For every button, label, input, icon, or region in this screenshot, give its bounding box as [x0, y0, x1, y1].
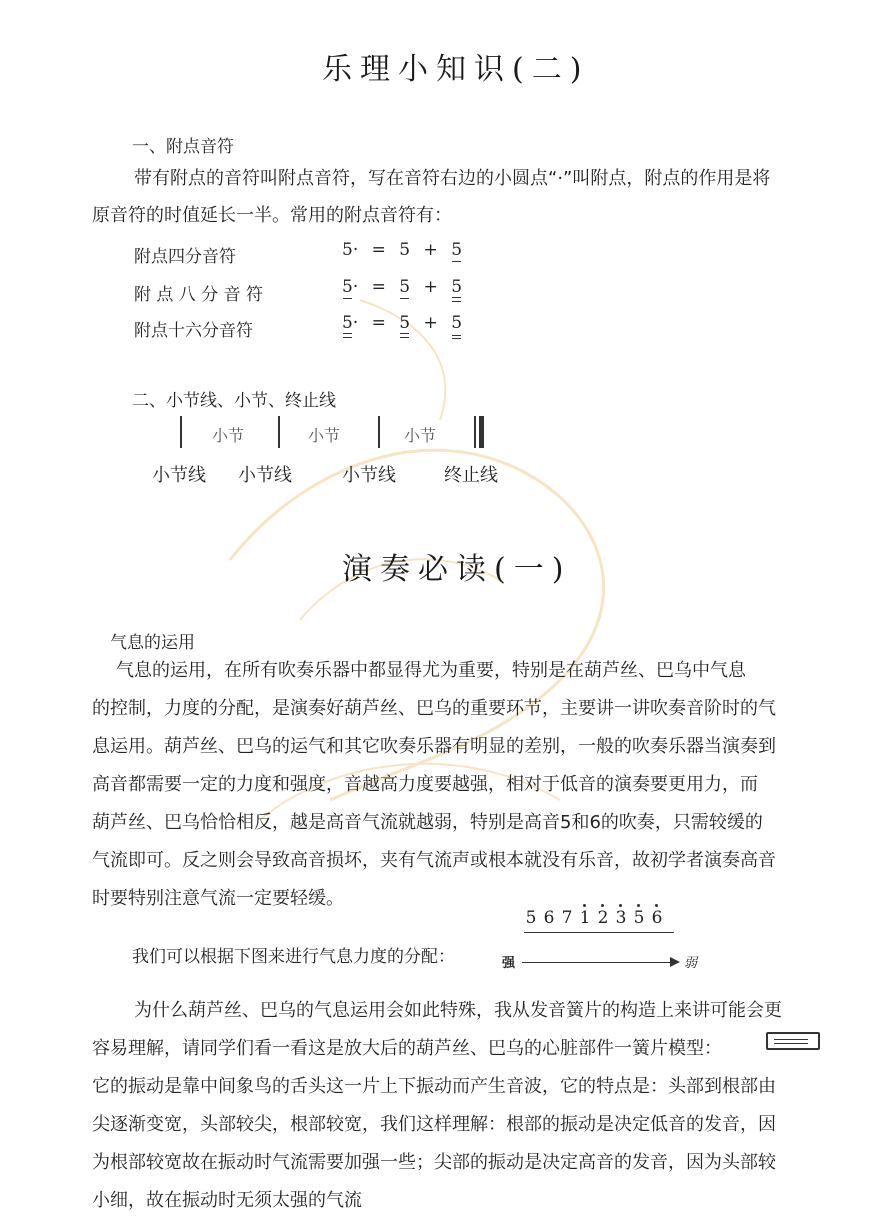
plus: +	[423, 277, 438, 297]
dot: ·	[352, 277, 359, 297]
high-octave-dot	[637, 904, 640, 907]
note: 5	[342, 240, 353, 260]
equals: =	[371, 313, 386, 333]
note: 5	[399, 277, 411, 297]
note: 5	[399, 313, 411, 333]
scale-note: 5	[630, 908, 648, 928]
equals: =	[371, 277, 386, 297]
breath-paragraph-line: 气息的运用，在所有吹奏乐器中都显得尤为重要，特别是在葫芦丝、巴乌中气息	[116, 660, 746, 681]
barline-label: 小节线	[342, 465, 396, 486]
final-barline-label: 终止线	[444, 465, 498, 486]
high-octave-dot	[583, 904, 586, 907]
strength-arrow-line	[522, 962, 672, 963]
section-title-performance: 演奏必读(一)	[342, 552, 572, 587]
final-barline-thin	[474, 416, 476, 448]
note: 5	[451, 240, 463, 260]
dotted-sixteenth-formula	[342, 313, 462, 333]
barline-symbol	[278, 416, 280, 448]
section-title-music-theory: 乐理小知识(二)	[322, 52, 590, 87]
barline-symbol	[378, 416, 380, 448]
dotted-notes-heading: 一、附点音符	[132, 137, 234, 157]
scale-notes	[522, 908, 666, 928]
reed-model-icon	[766, 1032, 820, 1050]
dotted-quarter-label: 附点四分音符	[134, 247, 236, 267]
scale-underline	[524, 932, 674, 933]
breath-paragraph-line: 息运用。葫芦丝、巴乌的运气和其它吹奏乐器有明显的差别，一般的吹奏乐器当演奏到	[92, 736, 776, 757]
breath-paragraph-line: 高音都需要一定的力度和强度，音越高力度要越强，相对于低音的演奏要更用力，而	[92, 774, 758, 795]
strong-label: 强	[502, 956, 516, 971]
barline-label: 小节线	[152, 465, 206, 486]
note: 5	[342, 313, 353, 333]
distribution-text: 我们可以根据下图来进行气息力度的分配：	[132, 947, 455, 967]
dotted-notes-paragraph-line: 原音符的时值延长一半。常用的附点音符有：	[92, 205, 452, 226]
scale-note: 2	[594, 908, 612, 928]
weak-label: 弱	[684, 956, 698, 971]
dot: ·	[352, 240, 359, 260]
note: 5	[451, 277, 463, 297]
barlines-heading: 二、小节线、小节、终止线	[132, 391, 336, 411]
reed-paragraph-line: 它的振动是靠中间象鸟的舌头这一片上下振动而产生音波，它的特点是：头部到根部由	[92, 1076, 776, 1097]
dotted-eighth-formula	[342, 277, 462, 297]
dotted-notes-paragraph-line: 带有附点的音符叫附点音符，写在音符右边的小圆点“·”叫附点，附点的作用是将	[134, 168, 771, 189]
scale-note: 6	[543, 908, 555, 928]
equals: =	[371, 240, 386, 260]
note: 5	[399, 240, 411, 260]
reed-paragraph-line: 为什么葫芦丝、巴乌的气息运用会如此特殊，我从发音簧片的构造上来讲可能会更	[134, 1000, 782, 1021]
high-octave-dot	[619, 904, 622, 907]
breath-subheading: 气息的运用	[110, 633, 195, 653]
scale-diagram	[500, 900, 710, 976]
breath-paragraph-line: 气流即可。反之则会导致高音损坏，夹有气流声或根本就没有乐音，故初学者演奏高音	[92, 850, 776, 871]
plus: +	[423, 240, 438, 260]
high-octave-dot	[655, 904, 658, 907]
measure-label: 小节	[404, 426, 437, 445]
barline-label: 小节线	[238, 465, 292, 486]
dotted-quarter-formula	[342, 240, 462, 260]
breath-paragraph-line: 的控制，力度的分配，是演奏好葫芦丝、巴乌的重要环节，主要讲一讲吹奏音阶时的气	[92, 698, 776, 719]
breath-paragraph-line: 时要特别注意气流一定要轻缓。	[92, 888, 344, 909]
note: 5	[451, 313, 463, 333]
high-octave-dot	[601, 904, 604, 907]
note: 5	[342, 277, 353, 297]
scale-note: 3	[612, 908, 630, 928]
reed-paragraph-line: 为根部较宽故在振动时气流需要加强一些；尖部的振动是决定高音的发音，因为头部较	[92, 1152, 776, 1173]
scale-note: 7	[561, 908, 573, 928]
dot: ·	[352, 313, 359, 333]
measure-label: 小节	[212, 426, 245, 445]
scale-note: 5	[525, 908, 537, 928]
barline-symbol	[180, 416, 182, 448]
scale-note: 6	[648, 908, 666, 928]
reed-paragraph-line: 尖逐渐变宽，头部较尖，根部较宽，我们这样理解：根部的振动是决定低音的发音，因	[92, 1114, 776, 1135]
reed-paragraph-line: 容易理解，请同学们看一看这是放大后的葫芦丝、巴乌的心脏部件一簧片模型：	[92, 1038, 722, 1059]
dotted-eighth-label: 附 点 八 分 音 符	[134, 285, 264, 305]
plus: +	[423, 313, 438, 333]
arrow-head-icon	[670, 957, 680, 967]
dotted-sixteenth-label: 附点十六分音符	[134, 321, 253, 341]
breath-paragraph-line: 葫芦丝、巴乌恰恰相反，越是高音气流就越弱，特别是高音5和6的吹奏，只需较缓的	[92, 812, 763, 833]
scale-note: 1	[576, 908, 594, 928]
measure-label: 小节	[308, 426, 341, 445]
reed-paragraph-line: 小细，故在振动时无须太强的气流	[92, 1190, 362, 1211]
final-barline-thick	[479, 416, 484, 448]
